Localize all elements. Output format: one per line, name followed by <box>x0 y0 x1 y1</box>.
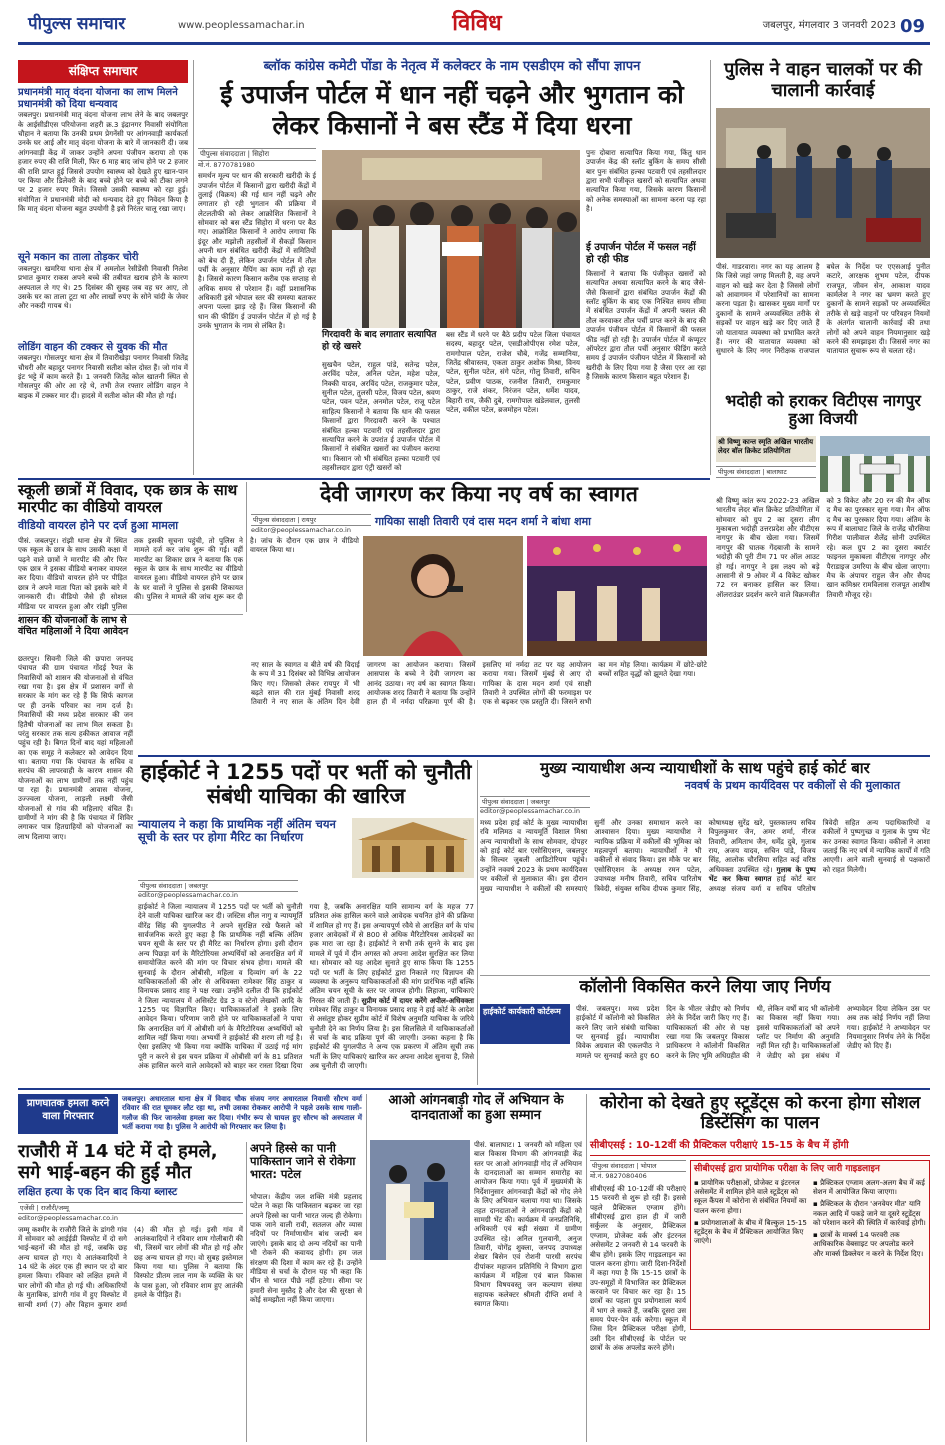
lead-mobile: मो.नं. 8770781980 <box>198 160 255 169</box>
bhadohi-byline: पीपुल्स संवाददाता | बालाघाट <box>716 466 816 478</box>
corona-body-bottom <box>590 1334 930 1440</box>
water-story <box>250 1142 362 1442</box>
brief-item-title: सूने मकान का ताला तोड़कर चोरी <box>18 252 139 264</box>
corona-body: सीबीएसई की 10-12वीं की परीक्षाएं 15 फरवरी से शुरू हो रही हैं। इससे पहले प्रैक्टिकल एग्जाम होंगे। सीबीएसई द्वारा हाल ही में जारी सर्कुलर के अनुसार, प्रैक्टिकल एग्जाम, प्रोजेक्ट वर्क और इंटरनल असेसमेंट 2 जनवरी से 14 फरवरी के बीच होंगे। इसके लिए गाइडलाइन का पालन करना होगा। जारी दिशा-निर्देशों में कहा गया है कि 15-15 छात्रों के उप-समूहों में विभाजित कर प्रैक्टिकल करवाने पर विचार कर रहा है। 15 छात्रों का पहला ग्रुप प्रयोगशाला कार्य में भाग ले सकते हैं, जबकि दूसरा उस समय पेपर-पेन वर्क करेगा। स्कूल में जिस दिन प्रैक्टिकल परीक्षा होगी, उसी दिन सीबीएसई के पोर्टल पर छात्रों के अंक अपलोड करने होंगे। <box>590 1184 686 1353</box>
lead-body-col5b: किसानों ने बताया कि पंजीकृत खसरों को सत्यापित अथवा सत्यापित करने के बाद जैसे-जैसे किसानों द्वारा संबंधित उपार्जन केंद्रों की स्लॉट बुकिंग के बाद एक निश्चित समय सीमा में संबंधित उपार्जन केंद्रों में अपनी फसल की तौल करवाकर तौल पर्ची प्राप्त करने के बाद की उपार्जन पंजीयन पोर्टल में किसानों की फसल फीड नहीं हो रही है। उपार्जन पोर्टल में कंप्यूटर ऑपरेटर द्वारा तौल पर्ची अनुसार फीडिंग करते समय ई उपार्जन पंजीयन पोर्टल में किसानों को खरीदी के लिए दिया गया है जैसा एरर आ रहा है जिसके कारण किसान बहुत परेशान हैं। <box>586 269 706 381</box>
anganwadi-photo <box>370 1140 470 1260</box>
bhadohi-body: श्री विष्णु कांत रूप 2022-23 अखिल भारतीय लेदर बॉल क्रिकेट प्रतियोगिता में सोमवार को ग्रुप 2 का दूसरा लीग मुकाबला भदोही उत्तरप्रदेश और वीटीएस नागपुर के बीच खेला गया। जिसमें नागपुर की घातक गेंदबाजी के सामने भदोही की पूरी टीम 71 पर ऑल आउट हो गई। नागपुर ने इस लक्ष्य को बड़े आसानी से 9 ओवर में 4 विकेट खोकर 72 रन बनाकर हासिल कर लिया। ऑलराउंडर प्रदर्शन करने वाले विक्रमजीत को 3 विकेट और 20 रन की मैन ऑफ द मैच का पुरस्कार सूना गया। मैन ऑफ द मैच का पुरस्कार दिया गया। अंतिम के रूप में बालाघाट जिले के राजेंद्र चौरसिया गिरीश पालीवाल शैलेंद्र सोनी उपस्थित रहे। कल ग्रुप 2 का दूसरा क्वार्टर फाइनल मुकाबला वीटीएस नागपुर और पैराडाइज उमरिया के बीच खेला जाएगा। मैच के अंपायर राहुल जैन और सैयद खान कमिश्नर रामविलास राजपूत आशीष तिवारी मौजूद रहे। <box>716 496 930 599</box>
lead-headline: ई उपार्जन पोर्टल में धान नहीं चढ़ने और भुगतान को लेकर किसानों ने बस स्टैंड में दिया धरना <box>220 80 684 140</box>
corona-strip: सीबीएसई : 10-12वीं की प्रैक्टिकल परीक्षाएं 15-15 के बैच में होंगी <box>590 1140 930 1156</box>
bhadohi-headline: भदोही को हराकर विटीएस नागपुर हुआ विजयी <box>725 391 921 429</box>
lead-body-col1: समर्थन मूल्य पर धान की सरकारी खरीदी के ई उपार्जन पोर्टल में किसानों द्वारा खरीदी केंद्रों में तुलाई (विक्रय) की गई धान नहीं चढ़ने और लगातार हो रही भुगतान की प्रक्रिया में लेटलतीफी को लेकर आक्रोशित किसानों ने सोमवार को बस स्टैंड सिहोरा में धरना पर बैठ गए। आक्रोशित किसानों ने आरोप लगाया कि इंदूर और मझोली तहसीलों में सैकड़ों किसान अपनी धान संबंधित खरीदी केंद्रों में समितियों को बेच दी हैं, लेकिन उपार्जन पोर्टल में तौल पर्ची के अनुसार मैपिंग का काम नहीं हो रहा है। जिससे कारण किसान करीब एक सप्ताह से अधिक समय से परेशान हैं। वहीं प्रशासनिक अधिकारी इसे भोपाल स्तर की समस्या बताकर अपना पल्ला झाड़ रहे हैं। जिस किसानों की धान की फीडिंग ई उपार्जन पोर्टल में हो गई है उनके भुगतान के नाम से लंबित है। <box>198 171 316 331</box>
colony-body: पीसं. जबलपुर। मध्य प्रदेश हाईकोर्ट में कॉलोनी को विकसित करने लिए जाने संबंधी याचिका पर सुनवाई हुई। न्यायाधीश विवेक अग्रवाल की एकलपीठ ने मामले पर सुनवाई करते हुए 60 दिन के भीतर जेडीए को निर्णय लेने के निर्देश जारी किए गए हैं। याचिकाकर्ता की ओर से पक्ष रखा गया कि जबलपुर विकास प्राधिकरण ने कॉलोनी विकसित करने के लिए भूमि अधिग्रहीत की थी, लेकिन वर्षों बाद भी कॉलोनी का विकास नहीं किया गया। इससे याचिकाकर्ताओं को अपने प्लॉट पर निर्माण की अनुमति नहीं मिल रही है। याचिकाकर्ताओं ने जेडीए को इस संबंध में अभ्यावेदन दिया लेकिन उस पर अब तक कोई निर्णय नहीं लिया गया। हाईकोर्ट ने अभ्यावेदन पर नियमानुसार निर्णय लेने के निर्देश जेडीए को दिए हैं। <box>576 1004 930 1060</box>
jagran-headline: देवी जागरण कर किया नए वर्ष का स्वागत <box>320 482 638 506</box>
judge-subhead: नववर्ष के प्रथम कार्यदिवस पर वकीलों से की मुलाकात <box>684 779 900 792</box>
highcourt-email: editor@peoplessamachar.co.in <box>138 891 238 899</box>
jagran-body: नए साल के स्वागत व बीते वर्ष की विदाई के रूप में 31 दिसंबर को विभिन्न आयोजन किए गए। जिसको लेकर रायपुर में भी बढ़ते साल की रात मुंबई निवासी शरद तिवारी ने नए साल के अंतिम दिन देवी जागरण का आयोजन कराया। जिसमें आसपास के बच्चे ने देवी जागरण का आनंद उठाया। नए वर्ष का स्वागत किया। आयोजक शरद तिवारी ने बताया कि उन्होंने हाल ही में नर्मदा परिक्रमा पूर्ण की है। इसलिए मां नर्मदा तट पर यह आयोजन कराया गया। जिसमें मुंबई से आए दो गायिका के दास मदन शर्मा एवं साक्षी तिवारी ने उपस्थित लोगों की फरमाइश पर एक से बढ़कर एक प्रस्तुति दी। जिसने सभी का मन मोह लिया। कार्यक्रम में छोटे-छोटे बच्चों सहित वृद्धों को झूमते देखा गया। <box>251 660 707 707</box>
school-body: पीसं. जबलपुर। रांझी थाना क्षेत्र में स्थित एक स्कूल के छात्र के साथ उसकी कक्षा में पढ़ने वाले छात्रों ने मारपीट की और फिर एक छात्र ने इसका वीडियो बनाकर वायरल कर दिया। वीडियो वायरल होने पर पीड़ित छात्र ने अपने माता पिता को इसके बारे में जानकारी दी। वीडियो जैसे ही सोशल मीडिया पर वायरल हुआ और रांझी पुलिस तक इसकी सूचना पहुंची, तो पुलिस ने मामले दर्ज कर जांच शुरू की गई। वहीं मारपीट का शिकार छात्र ने बताया कि एक स्कूल के छात्र के साथ मारपीट का वीडियो वायरल हुआ। वीडियो वायरल होने पर छात्र के घर वालों ने पुलिस से इसकी शिकायत की। पुलिस ने मामले की जांच शुरू कर दी है। जांच के दौरान एक छात्र ने वीडियो वायरल किया था। <box>18 536 359 611</box>
colony-tag: हाईकोर्ट कार्यकारी कोर्टरूम <box>480 1004 570 1044</box>
guideline-item: ▪ प्रैक्टिकल एग्जाम अलग-अलग बैच में कई सेशन में आयोजित किया जाएगा। <box>813 1178 925 1197</box>
lead-body-col5a: पुनः दोबारा सत्यापित किया गया, किंतु धान उपार्जन केंद्र की स्लॉट बुकिंग के समय सीसी बार पुनः संबंधित हल्का पटवारी एवं तहसीलदार द्वारा सभी पंजीकृत खसरों को सत्यापित अथवा सत्यापित किया गया, जिसके कारण किसानों को अनेक समस्याओं का सामना करना पड़ रहा है। <box>586 148 706 214</box>
cricket-photo <box>820 436 930 492</box>
lead-body-col4: सुखचैन पटेल, राहुल पांडे, सतेन्द्र पटेल, अरविंद पटेल, अनिल पटेल, महेश पटेल, निक्की यादव, अरविंद पटेल, राजकुमार पटेल, सुनील पटेल, तुलसी पटेल, विजय पटेल, श्रवण पटेल, पवन पटेल, अनमोल पटेल, राजू पटेल साहित्य किसानों ने बताया कि धान की फसल किसानों द्वारा गिरदावरी करने के पश्चात संबंधित हल्का पटवारी एवं तहसीलदार द्वारा सत्यापित करने के उपरांत ई उपार्जन पोर्टल में किसानों ने संबंधित खसरों का पंजीयन कराया था। किसान जो भी संबंधित हल्का पटवारी एवं तहसीलदार द्वारा एंट्री खसरों को <box>322 360 440 472</box>
singer-photo <box>363 536 523 656</box>
bhadohi-story <box>716 392 930 607</box>
rajouri-subhead: लक्षित हत्या के एक दिन बाद किया ब्लास्ट <box>18 1186 178 1198</box>
brief-item-title: प्रधानमंत्री मातृ वंदना योजना का लाभ मिलने प्रधानमंत्री को दिया धन्यवाद <box>18 87 178 110</box>
women-body: छतरपुर। सिवनी जिले की छपारा जनपद पंचायत की ग्राम पंचायत गोंदई रैयत के निवासियों को शासन की योजनाओं से वंचित रखा गया है। इस क्षेत्र में प्रशासन वर्गों से सरकार के मांग कर रहे हैं कि सिर्फ कागज पर ही उनके परिवार का नाम दर्ज है। निवासियों की मध्य प्रदेश सरकार की जन हितैषी योजनाओं का लाभ मिल सकता है। परंतु सरकार तक सत्य हकीकत आवाज नहीं पहुंच रही है। बिगत दिनों बाद यहां महिलाओं का एक समूह ने कलेक्टर को आवेदन दिया था। बताया गया कि पंचायत के सचिव व सरपंच की लापरवाही के कारण शासन की योजनाओं का लाभ ग्रामीणों तक नहीं पहुंच पा रहा है। प्रधानमंत्री आवास योजना, उज्ज्वला योजना, लाड़ली लक्ष्मी जैसी योजनाओं से गांव की महिलाएं वंचित हैं। ग्रामीणों ने मांग की है कि पंचायत में शिविर लगाकर पात्र हितग्राहियों को योजनाओं का लाभ दिलाया जाए। <box>18 654 133 841</box>
divider <box>586 1094 587 1442</box>
lead-body-col3: बस स्टैंड में धरने पर बैठे प्रदीप पटेल जिला पंचायत सदस्य, बहादुर पटेल, एसडीओपीएस रमेश पटेल, रामगोपाल पटेल, राजेश चौबे, गजेंद्र सम्मानिया, जितेंद्र श्रीवास्तव, एकता ठाकुर अशोक मिश्रा, विनय पटेल, सुनील पटेल, संगे पटेल, गोलु तिवारी, सचिन पटेल, प्रवीण पाठक, रजनीश तिवारी, रामकुमार ठाकुर, राजे शंकर, निरंजन पटेल, धर्मेश यादव, बिहारी राय, जैकी दुबे, रामगोपाल खंडेलवाल, तुलसी पटेल, वकील पटेल, ब्रजमोहन पटेल। <box>446 330 580 414</box>
divider <box>138 755 930 757</box>
guideline-item: ▪ छात्रों के मार्क्स 14 फरवरी तक आधिकारिक वेबसाइट पर अपलोड करने और मार्क्स डिक्लेयर न करने के निर्देश दिए। <box>813 1230 924 1258</box>
divider <box>366 1094 367 1442</box>
highcourt-photo <box>352 818 474 878</box>
highcourt-sub: सुप्रीम कोर्ट में दायर करेंगे अपील-अधिवक्ता <box>361 995 474 1005</box>
anganwadi-body: पीसं. बालाघाट। 1 जनवरी को महिला एवं बाल विकास विभाग की आंगनवाड़ी केंद्र स्तर पर आओ आंगनवाड़ी गोद लें अभियान के दानदाताओं का सम्मान समारोह का आयोजन किया गया। पूर्व में मुख्यमंत्री के निर्देशानुसार आंगनवाड़ी केंद्रों को गोद लेने के लिए अभियान चलाया गया था। जिसके तहत दानदाताओं ने आंगनवाड़ी केंद्रों को सामग्री भेंट की। कार्यक्रम में जनप्रतिनिधि, अधिकारी एवं बड़ी संख्या में ग्रामीण उपस्थित रहे। अनिल गुलवानी, अनुज तिवारी, योगेंद्र शुक्ला, जनपद उपाध्यक्ष शेखर बिसेन एवं रोशनी पारधी सरपंच दीपांकर महाजन प्रतिनिधि ने विभाग द्वारा कार्यक्रम में महिला एवं बाल विकास विभाग विषयवस्तु जन कल्याण संस्था सहायक कलेक्टर श्रीमती दीप्ति शर्मा ने स्वागत किया। <box>474 1140 582 1309</box>
divider <box>18 1088 930 1090</box>
traffic-illustration <box>716 108 930 258</box>
women-story <box>18 615 133 841</box>
lead-byline: पीपुल्स संवाददाता | सिहोरा <box>198 148 316 161</box>
police-photo <box>716 108 930 258</box>
cbse-box-title: सीबीएसई द्वारा प्रायोगिक परीक्षा के लिए जारी गाइडलाइन <box>694 1164 880 1174</box>
anganwadi-headline: आओ आंगनबाड़ी गोद लें अभियान के दानदाताओं का हुआ सम्मान <box>388 1093 564 1123</box>
water-body: भोपाल। केंद्रीय जल शक्ति मंत्री प्रहलाद पटेल ने कहा कि पाकिस्तान बढ़कर जा रहा अपने हिस्से का पानी भारत जल्द ही रोकेगा। पाक जाने वाली रावी, सतलज और व्यास नदियों पर निर्माणाधीन बांध जल्दी बन जाएंगे। इसके बाद दो अन्य नदियों का पानी भी रोकने की कवायद होगी। हम जल संरक्षण की दिशा में काम कर रहे हैं। उन्होंने मीडिया से चर्चा के दौरान यह भी कहा कि चीन से भारत पीछे नहीं हटेगा। सीमा पर हमारी सेना मुस्तैद है और देश की सुरक्षा से कोई समझौता नहीं किया जाएगा। <box>250 1192 362 1304</box>
rajouri-alert-title: प्राणघातक हमला करने वाला गिरफ्तार <box>18 1094 118 1134</box>
court-building-illustration <box>352 818 474 878</box>
masthead <box>0 0 945 58</box>
highcourt-story <box>138 760 474 1085</box>
brief-item-body: जबलपुर। खमरिया थाना क्षेत्र में अमलोल रेसीडेंसी निवासी निलेश प्रभात कुमार राकस अपने बच्चे की तबीयत खराब होने के कारण अस्पताल ले गए थे। 25 दिसंबर की सुबह जब वह घर आए, तो उसके घर का ताला टूटा था और लाखों रुपए के सोने चांदी के जेवर और नकदी गायब थे। <box>18 263 188 311</box>
women-title: शासन की योजनाओं के लाभ से वंचित महिलाओं ने दिया आवेदन <box>18 615 129 637</box>
crowd-illustration <box>322 150 580 328</box>
singer-illustration <box>363 536 523 656</box>
page-number: 09 <box>900 16 926 37</box>
school-headline: स्कूली छात्रों में विवाद, एक छात्र के साथ मारपीट का वीडियो वायरल <box>18 481 238 517</box>
corona-story <box>590 1094 930 1442</box>
school-subhead: वीडियो वायरल होने पर दर्ज हुआ मामला <box>18 519 179 532</box>
rajouri-headline: राजौरी में 14 घंटे में दो हमले, सगे भाई-बहन की हुई मौत <box>18 1141 218 1183</box>
rajouri-body: जम्मू कश्मीर के राजौरी जिले के डांगरी गांव में सोमवार को आईईडी विस्फोट में दो सगे भाई-बहनों की मौत हो गई, जबकि छह अन्य घायल हो गए। ये आतंकवादियों ने 14 घंटे के अंदर एक ही स्थान पर दो बार हमला किया। रविवार को लक्षित हमले में चार लोगों की मौत हो गई थी। अधिकारियों के मुताबिक, डांगरी गांव में हुए विस्फोट में सान्वी शर्मा (7) और विहान कुमार शर्मा (4) की मौत हो गई। इसी गांव में आतंकवादियों ने रविवार शाम गोलीबारी की थी, जिसमें चार लोगों की मौत हो गई और छह अन्य घायल हो गए। वो सुबह इस्तेमाल किया गया था। पुलिस ने बताया कि विस्फोट प्रीतम लाल नाम के व्यक्ति के घर के पास हुआ, जो रविवार शाम हुए आतंकी हमले के पीड़ित हैं। <box>18 1224 243 1309</box>
police-headline: पुलिस ने वाहन चालकों पर की चालानी कार्रवाई <box>724 59 922 101</box>
brief-item-title: लोडिंग वाहन की टक्कर से युवक की मौत <box>18 341 168 353</box>
rajouri-story <box>18 1142 243 1442</box>
rajouri-byline: एजेंसी | राजौरी/जम्मू <box>18 1202 243 1214</box>
police-story <box>716 60 930 390</box>
dateline: जबलपुर, मंगलवार 3 जनवरी 2023 <box>762 20 896 31</box>
ceremony-illustration <box>370 1140 470 1260</box>
corona-byline: पीपुल्स संवाददाता | भोपाल <box>590 1160 686 1172</box>
judge-email: editor@peoplessamachar.co.in <box>480 807 580 815</box>
guideline-item: ▪ प्रयोगशालाओं के बीच में बिल्कुल 15-15 स्टूडेंट्स के बैच में प्रैक्टिकल आयोजित किए जाएंगे। <box>694 1217 807 1246</box>
anganwadi-story <box>370 1094 582 1442</box>
stage-illustration <box>527 536 707 656</box>
jagran-byline: पीपुल्स संवाददाता | रायपुर <box>251 514 371 526</box>
brand-logo: पीपुल्स समाचार <box>28 14 126 34</box>
lead-photo <box>322 150 580 328</box>
masthead-rule <box>18 42 930 45</box>
judge-body-columns: मध्य प्रदेश हाई कोर्ट के मुख्य न्यायाधीश रवि मलिमठ व न्यायमूर्ति विशाल मिश्रा अन्य न्यायाधीशों के साथ सोमवार, दोपहर को हाई कोर्ट बार एसोसिएशन, जबलपुर के सिल्वर जुबली आडिटोरियम पहुंचे। उन्होंने नववर्ष 2023 के प्रथम कार्यदिवस पर वकीलों से मुलाकात की। इस दौरान मुख्य न्यायाधीश ने वकीलों की समस्याएं सुनीं और उनका समाधान करने का आश्वासन दिया। मुख्य न्यायाधीश ने न्यायिक प्रक्रिया में वकीलों की भूमिका को महत्वपूर्ण बताया। न्यायाधीशों ने भी वकीलों से संवाद किया। इस मौके पर बार एसोसिएशन के अध्यक्ष रमन पटेल, उपाध्यक्ष मनीष तिवारी, सचिव पारितोष त्रिवेदी, संयुक्त सचिव दीपक कुमार सिंह, कोषाध्यक्ष सुरेंद्र खरे, पुस्तकालय सचिव विपुलकुमार जैन, अमर शर्मा, नीरज तिवारी, अमिताभ जैन, धर्मेंद्र दुबे, गुलाब राय, अजय यादव, सचिन पांडे, विजय सिंह, आलोक चौरसिया सहित कई वरिष्ठ अधिवक्ता उपस्थित रहे। गुलाब के पुष्प भेंट कर किया स्वागत हाई कोर्ट बार अध्यक्ष संजय वर्मा व सचिव परितोष त्रिवेदी सहित अन्य पदाधिकारियों व वकीलों ने पुष्पगुच्छ व गुलाब के पुष्प भेंट कर उनका स्वागत किया। वकीलों ने आशा जताई कि नए वर्ष में न्यायिक कार्यों में गति आएगी। आने वाली सुनवाई से पक्षकारों को राहत मिलेगी। <box>480 818 930 893</box>
highcourt-body: हाईकोर्ट ने जिला न्यायालय में 1255 पदों पर भर्ती को चुनौती देने वाली याचिका खारिज कर दी। जस्टिस शील नागु व न्यायमूर्ति वीरेंद्र सिंह की युगलपीठ ने अपने सुरक्षित रखे फैसले को सार्वजनिक करते हुए कहा है कि प्राथमिक नहीं बल्कि अंतिम चयन सूची के स्तर पर ही मैरिट का निर्धारण होगा। इसी दौरान अन्य पिछड़ा वर्ग के मैरिटोरियस अभ्यर्थियों को अनारक्षित वर्ग में समायोजित करने की मांग पर विचार संभव होगा। मामले की सुनवाई के दौरान ओबीसी, महिला व दिव्यांग वर्ग के 22 याचिकाकर्ताओं की ओर से अधिवक्ता रामेश्वर सिंह ठाकुर व विनायक प्रसाद शाह ने पक्ष रखा। उन्होंने दलील दी कि हाईकोर्ट ने जिला न्यायालय में असिस्टेंट ग्रेड 3 व स्टेनो लेखकों आदि के 1255 पद विज्ञापित किए। याचिकाकर्ताओं ने इसके लिए आवेदन किया। परिणाम जारी होने पर याचिकाकर्ताओं ने पाया कि अनारक्षित वर्ग में ओबीसी वर्ग के मैरिटोरियस अभ्यर्थियों को शामिल नहीं किया गया। अभ्यर्थी ने हाईकोर्ट की शरण ली गई है। ऐसा इसलिए भी किया गया क्योंकि याचिका में उठाई गई मांग पूरी न करने से इस चयन प्रक्रिया में ओबीसी वर्ग के 81 प्रतिशत अंक हासिल करने वाले आवेदकों को बाहर कर रास्ता दिखा दिया गया है, जबकि अनारक्षित यानि सामान्य वर्ग के महज 77 प्रतिशत अंक हासिल करने वाले आवेदक चयनित होने की प्रक्रिया में शामिल हो गए हैं। इस अन्यायपूर्ण रवैये से आरक्षित वर्ग के पांच हजार आवेदकों में से 800 से अधिक मैरिटोरियस आवेदकों का हक मारा जा रहा है। हाईकोर्ट ने सभी तर्क सुनने के बाद इस मामले में पूर्व में दीन अगस्त को अपना आदेश सुरक्षित कर लिया था। सोमवार को यह आदेश सुनाते हुए साफ किया कि 1255 पदों पर भर्ती के लिए हाईकोर्ट द्वारा निकाले गए विज्ञापन की व्यवस्था के अनुरूप याचिकाकर्ताओं की मांग प्रारंभिक नहीं बल्कि अंतिम चयन सूची के स्तर पर जायज होगी। लिहाजा, याचिकाएं निरस्त की जाती हैं। सुप्रीम कोर्ट में दायर करेंगे अपील-अधिवक्ता रामेश्वर सिंह ठाकुर व विनायक प्रसाद शाह ने हाई कोर्ट के आदेश से असंतुष्ट होकर सुप्रीम कोर्ट में विशेष अनुमति याचिका के जरिये चुनौती देने का निर्णय लिया है। इस सिलसिले में याचिकाकर्ताओं से चर्चा के बाद प्रक्रिया पूर्ण की जाएगी। उनका कहना है कि हाईकोर्ट की युगलपीठ ने अन्य एक प्रकरण में अंतिम सूची तक भर्ती के लिए याचिकाएं खारिज कर अपना आदेश सुनाया है, जिसे अब चुनौती दी जाएगी। <box>138 902 474 1071</box>
divider <box>710 60 711 475</box>
police-body: पीसं. गाडरवारा। नगर का यह आलम है कि जिसे जहां जगह मिलती है, वह अपने वाहन को खड़े कर देता है जिससे लोगों को आवागमन में परेशानियों का सामना करना पड़ता है। खासकर मुख्य मार्गों पर दुकानों के सामने अव्यवस्थित तरीके से सड़कों पर वाहन खड़े कर दिए जाते हैं जो यातायात व्यवस्था को प्रभावित करते हैं। नगर की यातायात व्यवस्था को सुधारने के लिए नगर निरीक्षक राजपाल बघेल के निर्देश पर एएसआई पुनीत कटारे, आरक्षक शुभम पटेल, दीपक राजपूत, जीवन सेन, आकाश यादव कार्मलेश ने नगर का भ्रमण करते हुए दुकानों के सामने सड़कों पर अव्यवस्थित तरीके से खड़े वाहनों पर परिवहन नियमों के अंतर्गत चालानी कार्रवाई की तथा लोगों को अपने वाहन नियमानुसार खड़े करने की समझाइश दी। जिससे नगर का यातायात सुचारू रूप से चलता रहे। <box>716 262 930 356</box>
cbse-guideline-box <box>690 1160 930 1330</box>
colony-story <box>480 978 930 1086</box>
highcourt-quote: न्यायालय ने कहा कि प्राथमिक नहीं अंतिम चयन सूची के स्तर पर होगा मैरिट का निर्धारण <box>138 817 336 845</box>
judge-sub: गुलाब के पुष्प भेंट कर किया स्वागत <box>708 864 816 884</box>
water-headline: अपने हिस्से का पानी पाकिस्तान जाने से रोकेगा भारत: पटेल <box>250 1141 356 1182</box>
cricket-banner: श्री विष्णु कान्त स्मृति अखिल भारतीय लेदर बॉल क्रिकेट प्रतियोगिता <box>716 436 816 462</box>
divider <box>246 482 247 612</box>
jagran-left-text <box>251 538 359 656</box>
brief-item-body: जबलपुर। प्रधानमंत्री मातृ वंदना योजना लाभ लेने के बाद जबलपुर के आईसीडीएस परियोजना शहरी क्र.3 इंद्रानगर निवासी संयोगिता चौहान ने बताया कि उनकी प्रथम प्रेगनेंसी पर आंगनवाड़ी कार्यकर्ता उनके घर आई और मातृ वंदना योजना के बारे में जानकारी दी। जब आंगनवाड़ी केंद्र में जाकर उन्होंने अपना पंजीयन कराया तो एक हजार रुपए की राशि मिली, फिर 6 माह बाद जांच होने पर 2 हजार की राशि प्राप्त हुई जिससे उपयोग स्वास्थ्य को देखते हुए खान-पान पर किया और डिलेवरी के बाद बच्चे होने पर बच्चे को टीका लगने पर 2 हजार रुपए मिले। जिससे उसकी स्वास्थ्य को रहा हुई। संयोगिता ने प्रधानमंत्री मोदी को धन्यवाद देते हुए निवेदन किया है कि मातृ वंदना योजना बहुत उपयोगी है इसे निरंतर चालू रखा जाए। <box>18 110 188 213</box>
rajouri-email: editor@peoplessamachar.co.in <box>18 1214 118 1223</box>
jagran-email: editor@peoplessamachar.co.in <box>251 526 351 534</box>
divider <box>480 975 930 976</box>
corona-mobile: मो.नं. 9827080406 <box>590 1172 647 1180</box>
lead-subhead: ई उपार्जन पोर्टल में फसल नहीं हो रही फीड <box>586 242 696 265</box>
guideline-item: ▪ प्रायोगिक परीक्षाओं, प्रोजेक्ट व इंटरनल असेसमेंट में शामिल होने वाले स्टूडेंट्स को स्कूल कैंपस में कोरोना से संबंधित नियमों का पालन करना होगा। <box>694 1178 807 1215</box>
divider <box>193 60 194 475</box>
stage-photo <box>527 536 707 656</box>
brief-item-body: जबलपुर। गोसलपुर थाना क्षेत्र में तिवारीखेड़ा पनागर निवासी जितेंद्र चौधरी और बहादुर पनागर निवासी सतीश कोल दोस्त हैं। जो गांव में इंट भट्टे में काम करते हैं। 1 जनवरी जितेंद्र कोल खातनी स्थित से गोसलपुर की ओर आ रहे थे, तभी तेज रफ्तार लोडिंग वाहन ने बाइक में टक्कर मार दी। हादसे में सतीश कोल की मौत हो गई। <box>18 353 188 400</box>
divider <box>18 478 710 480</box>
guideline-item: ▪ प्रैक्टिकल के दौरान 'अनवेयर मीत' यानि नकल आदि में पकड़े जाने या दूसरे स्टूडेंट्स को परेशान करने की स्थिति में कार्रवाई होगी। <box>813 1199 926 1227</box>
highcourt-byline: पीपुल्स संवाददाता | जबलपुर <box>138 880 298 892</box>
brief-column <box>18 60 188 475</box>
divider <box>246 1142 247 1442</box>
divider <box>477 760 478 1085</box>
rajouri-alert-body: जबलपुर। अधारताल थाना क्षेत्र में विवाद चौक संजय नगर अधारताल निवासी सौरभ वर्मा रविवार की रात घूमकर लौट रहा था, तभी उसका रोककर आरोपी ने पहले उसके साथ गाली-गलौज की फिर जानलेवा हमला कर दिया। गंभीर रूप से घायल हुए सौरभ को अस्पताल में भर्ती कराया गया है। पुलिस ने आरोपी को गिरफ्तार कर लिया है। <box>122 1094 362 1132</box>
section-title: विविध <box>452 11 502 36</box>
jagran-subhead: गायिका साक्षी तिवारी एवं दास मदन शर्मा ने बांधा शमा <box>375 515 591 528</box>
judge-headline: मुख्य न्यायाधीश अन्य न्यायाधीशों के साथ पहुंचे हाई कोर्ट बार <box>540 759 870 777</box>
colony-headline: कॉलोनी विकसित करने लिया जाए निर्णय <box>579 977 831 997</box>
lead-story <box>198 60 706 475</box>
corona-headline: कोरोना को देखते हुए स्टूडेंट्स को करना होगा सोशल डिस्टेंसिंग का पालन <box>599 1093 921 1133</box>
team-illustration <box>820 436 930 492</box>
lead-photo-caption: गिरदावरी के बाद लगातार सत्यापित हो रहे खसरे <box>322 330 437 352</box>
site-url[interactable]: www.peoplessamachar.in <box>178 20 305 31</box>
lead-kicker: ब्लॉक कांग्रेस कमेटी पोंडा के नेतृत्व में कलेक्टर के नाम एसडीएम को सौंपा ज्ञापन <box>263 59 641 74</box>
judge-byline: पीपुल्स संवाददाता | जबलपुर <box>480 796 590 808</box>
highcourt-headline: हाईकोर्ट ने 1255 पदों पर भर्ती को चुनौती संबंधी याचिका की खारिज <box>140 760 472 809</box>
brief-box-title: संक्षिप्त समाचार <box>18 60 188 83</box>
